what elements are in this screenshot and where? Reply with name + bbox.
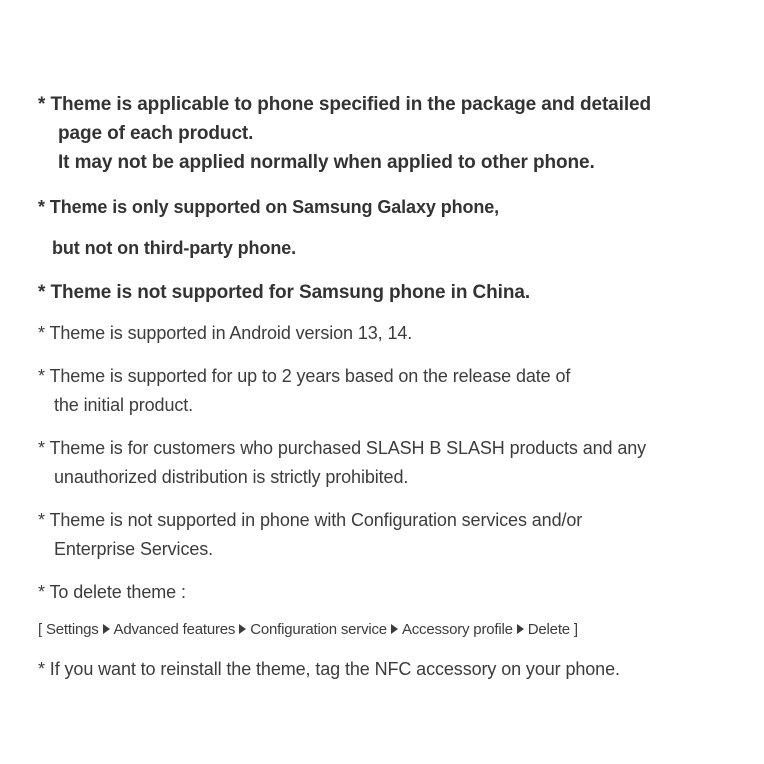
notice-customers-line-2: unauthorized distribution is strictly prohibited.	[54, 467, 409, 487]
delete-path-step-settings: Settings	[45, 621, 99, 638]
delete-path-step-delete: Delete	[527, 621, 570, 638]
notice-applicable-line-2: page of each product.	[58, 123, 254, 144]
notice-applicable-line-1: * Theme is applicable to phone specified in the package and detailed	[38, 94, 651, 115]
notice-customers-line-1: * Theme is for customers who purchased SLASH B SLASH products and any	[38, 438, 647, 458]
delete-path-close-bracket: ]	[573, 621, 578, 638]
notice-china: * Theme is not supported for Samsung phone in China.	[38, 282, 530, 303]
notice-reinstall: * If you want to reinstall the theme, tag the NFC accessory on your phone.	[38, 659, 620, 679]
notice-galaxy-only-line-2: but not on third-party phone.	[52, 238, 297, 258]
delete-path-step-accessory-profile: Accessory profile	[401, 621, 513, 638]
notice-support-period-line-1: * Theme is supported for up to 2 years based on the release date of	[38, 366, 571, 386]
delete-path-step-configuration-service: Configuration service	[250, 621, 387, 638]
delete-path-step-advanced-features: Advanced features	[113, 621, 236, 638]
right-triangle-icon	[517, 624, 524, 634]
notice-galaxy-only-line-1: * Theme is only supported on Samsung Galaxy phone,	[38, 197, 500, 217]
notice-android-version: * Theme is supported in Android version 13, 14.	[38, 323, 413, 343]
notice-configuration-line-1: * Theme is not supported in phone with Configuration services and/or	[38, 510, 583, 530]
notice-configuration-line-2: Enterprise Services.	[54, 539, 214, 559]
delete-path-open-bracket: [	[38, 621, 42, 638]
notice-delete-heading: * To delete theme :	[38, 582, 186, 602]
right-triangle-icon	[103, 624, 110, 634]
right-triangle-icon	[239, 624, 246, 634]
notice-applicable-line-3: It may not be applied normally when applied to other phone.	[58, 152, 595, 173]
right-triangle-icon	[391, 624, 398, 634]
notice-support-period-line-2: the initial product.	[54, 395, 194, 415]
delete-path	[38, 621, 578, 638]
